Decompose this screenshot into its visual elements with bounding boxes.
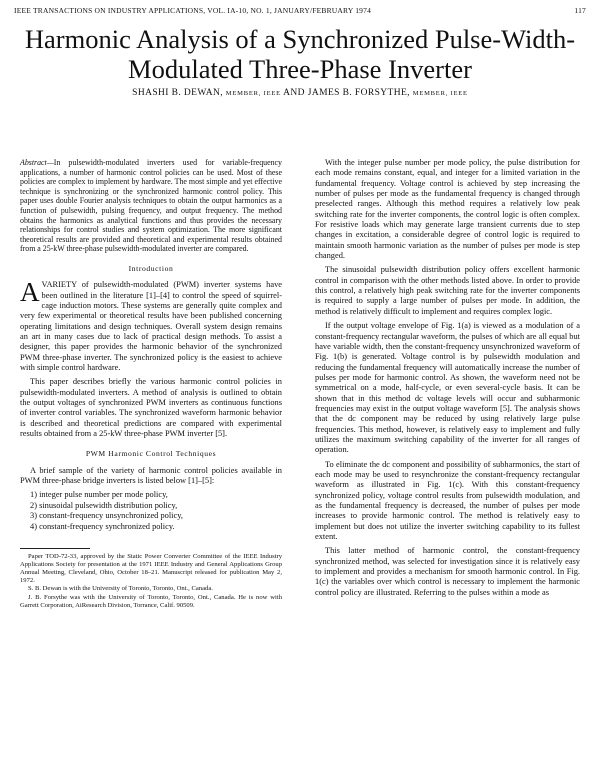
author-line	[20, 88, 580, 98]
section-heading-pwm: PWM Harmonic Control Techniques	[85, 449, 217, 459]
intro-paragraph-1	[20, 277, 282, 373]
body-paragraph: The sinusoidal pulsewidth distribution policy offers excellent harmonic control in comparison with the other methods listed above. In order to provide this control, a relatively high peak switching rate for the inverter components is required to supply a large number of pulses per mode. In addition, the method is relatively difficult to implement and requires complex logic.	[315, 265, 580, 316]
footnotes	[20, 553, 282, 610]
body-paragraph: With the integer pulse number per mode policy, the pulse distribution for each mode remains constant, equal, and integer for a limited variation in the fundamental frequency. Voltage control is achieved by step increasing the number of pulses per mode as the fundamental frequency is changed through preselected ranges. Although this method requires a relatively low peak switching rate for the inverter components, the control logic is often complex. For resistive loads which may generate large transient currents due to step changes in excitation, a considerable degree of control logic is required to maintain smooth harmonic variation as the number of pulses per mode is step changed.	[315, 158, 580, 261]
footnote: S. B. Dewan is with the University of Toronto, Toronto, Ont., Canada.	[28, 585, 213, 593]
body-paragraph: To eliminate the dc component and possibility of subharmonics, the start of each mode may be used to resynchronize the constant-frequency rectangular waveform as illustrated in Fig. 1(c). With this constant-frequency synchronized policy, voltage control results from pulsewidth modulation, and as the fundamental frequency is decreased, the number of pulses per mode increases to provide harmonic control. The method is relatively easy to implement but does not utilize the inverter switching capability to its fullest extent.	[315, 459, 580, 542]
intro-paragraph-1-text: VARIETY of pulsewidth-modulated (PWM) inverter systems have been outlined in the literature [1]–[4] to control the speed of squirrel-cage induction motors. These systems are generally quite complex and very few experimental or theoretical results have been published concerning operating limitations and design techniques. Overall system design remains an art in many cases due to lack of practical design methods. To assist a designer, this paper provides the harmonic behavior of the synchronized PWM three-phase inverter. The synchronized policy is the easiest to achieve with simple control hardware.	[20, 280, 282, 373]
journal-name: IEEE TRANSACTIONS ON INDUSTRY APPLICATIONS, VOL. IA-10, NO. 1, JANUARY/FEBRUARY 1974	[14, 6, 372, 15]
pwm-intro-paragraph: A brief sample of the variety of harmonic control policies available in PWM three-phase bridge inverters is listed below [1]–[5]:	[20, 465, 282, 486]
drop-cap: A	[20, 277, 40, 308]
author-2-membership: MEMBER, IEEE	[412, 90, 468, 97]
right-column	[315, 158, 580, 602]
body-paragraph: If the output voltage envelope of Fig. 1(a) is viewed as a modulation of a constant-frequency rectangular waveform, the pulses of which are all equal but have variable width, then the constant-frequency unsynchronized waveform of Fig. 1(b) is generated. Voltage control is by pulsewidth modulation and reducing the fundamental frequency will automatically increase the number of pulses per mode for harmonic control. As shown, the waveform need not be symmetrical on a mode, half-cycle, or even several-cycle basis. It can be shown that in this method dc voltage levels will occur and subharmonic frequencies may exist in the output voltage waveform [5]. The analysis shows that the dc component may be reduced by using relatively large pulse frequencies. This method, however, is relatively easy to implement and fully utilizes the maximum switching capability of the inverter for all ranges of operation.	[315, 321, 580, 455]
body-paragraph: This latter method of harmonic control, the constant-frequency synchronized method, was selected for investigation since it is relatively easy to implement and provides a mechanism for smooth harmonic control. In Fig. 1(c) the variables over which control is necessary to implement the harmonic control policy are illustrated. Referring to the pulses within a mode as	[315, 546, 580, 597]
intro-paragraph-2: This paper describes briefly the various harmonic control policies in pulsewidth-modulated inverters. A method of analysis is outlined to obtain the output voltages of synchronized PWM inverters as continuous functions of inverter control variables. The synchronized waveform harmonic behavior is described and theoretical predictions are compared with experimental results obtained from a 25-kW three-phase PWM inverter [5].	[20, 377, 282, 439]
list-item: 3) constant-frequency unsynchronized policy,	[30, 511, 183, 521]
list-item: 4) constant-frequency synchronized policy.	[30, 521, 175, 531]
left-column	[20, 158, 282, 611]
list-item: 1) integer pulse number per mode policy,	[30, 490, 168, 500]
list-item: 2) sinusoidal pulsewidth distribution policy,	[30, 500, 178, 510]
author-conjunction: AND	[283, 88, 305, 98]
author-1-membership: MEMBER, IEEE	[225, 90, 281, 97]
running-header	[14, 6, 586, 18]
footnote: Paper TOD-72-33, approved by the Static Power Converter Committee of the IEEE Industry Applications Society for presentation at the 1971 IEEE Industry and General Applications Group Annual Meeting, Cleveland, Ohio, October 18–21. Manuscript released for publication May 2, 1972.	[20, 552, 282, 584]
footnote-divider	[20, 548, 90, 549]
section-heading-introduction: Introduction	[128, 263, 174, 273]
author-2: JAMES B. FORSYTHE,	[307, 88, 410, 98]
footnote: J. B. Forsythe was with the University of Toronto, Toronto, Ont., Canada. He is now with Garrett Corporation, AiResearch Division, Torrance, Calif. 90509.	[20, 594, 282, 610]
abstract-label: Abstract—	[20, 158, 54, 167]
abstract-text: In pulsewidth-modulated inverters used for variable-frequency applications, a number of harmonic control policies can be used. Most of these policies are complex to implement by hardware. The most simple and yet effective technique is synchronizing or the synchronized harmonic control policy. This paper uses double Fourier analysis techniques to obtain the output harmonics as a function of pulsewidth, pulsing frequency, and output frequency. The method obtains the harmonics as analytical functions and thus provides the necessary relationships for control studies and system optimization. The more significant theoretical results are provided and theoretical and experimental results obtained from a 25-kW three-phase pulsewidth-modulated inverter are compared.	[20, 158, 282, 254]
abstract	[20, 158, 282, 254]
paper-title: Harmonic Analysis of a Synchronized Pulse-Width-Modulated Three-Phase Inverter	[24, 24, 576, 84]
policy-list	[20, 490, 282, 531]
page-number: 117	[574, 6, 586, 15]
author-1: SHASHI B. DEWAN,	[132, 88, 223, 98]
